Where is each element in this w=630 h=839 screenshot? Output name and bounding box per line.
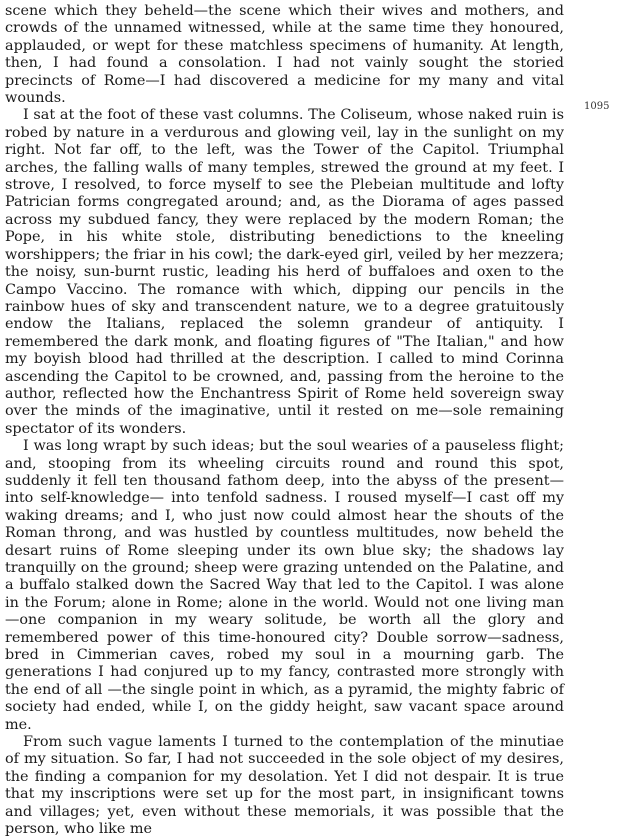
margin-line-number: 1095 — [584, 101, 610, 112]
paragraph: I was long wrapt by such ideas; but the soul wearies of a pauseless flight; and, stooping from its wheeling circuits round and round this spot, suddenly it fell ten thousand fathom deep, into the abyss of the present— into self-knowledge— into tenfold sadness. I roused myself—I cast off my waking dreams; and I, who just now could almost hear the shouts of the Roman throng, and was hustled by countless multitudes, now beheld the desart ruins of Rome sleeping under its own blue sky; the shadows lay tranquilly on the ground; sheep were grazing untended on the Palatine, and a buffalo stalked down the Sacred Way that led to the Capitol. I was alone in the Forum; alone in Rome; alone in the world. Would not one living man —one companion in my weary solitude, be worth all the glory and remembered power of this time-honoured city? Double sorrow—sadness, bred in Cimmerian caves, robed my soul in a mourning garb. The generations I had conjured up to my fancy, contrasted more strongly with the end of all —the single point in which, as a pyramid, the mighty fabric of society had ended, while I, on the giddy height, saw vacant space around me. — [5, 438, 564, 733]
paragraph: I sat at the foot of these vast columns. The Coliseum, whose naked ruin is robed by nature in a verdurous and glowing veil, lay in the sunlight on my right. Not far off, to the left, was the Tower of the Capitol. Triumphal arches, the falling walls of many temples, strewed the ground at my feet. I strove, I resolved, to force myself to see the Plebeian multitude and lofty Patrician forms congregated around; and, as the Diorama of ages passed across my subdued fancy, they were replaced by the modern Roman; the Pope, in his white stole, distributing benedictions to the kneeling worshippers; the friar in his cowl; the dark-eyed girl, veiled by her mezzera; the noisy, sun-burnt rustic, leading his herd of buffaloes and oxen to the Campo Vaccino. The romance with which, dipping our pencils in the rainbow hues of sky and transcendent nature, we to a degree gratuitously endow the Italians, replaced the solemn grandeur of antiquity. I remembered the dark monk, and floating figures of "The Italian," and how my boyish blood had thrilled at the description. I called to mind Corinna ascending the Capitol to be crowned, and, passing from the heroine to the author, reflected how the Enchantress Spirit of Rome held sovereign sway over the minds of the imaginative, until it rested on me—sole remaining spectator of its wonders. — [5, 107, 564, 437]
paragraph: From such vague laments I turned to the contemplation of the minutiae of my situation. So far, I had not succeeded in the sole object of my desires, the finding a companion for my desolation. Yet I did not despair. It is true that my inscriptions were set up for the most part, in insignificant towns and villages; yet, even without these memorials, it was possible that the person, who like me — [5, 734, 564, 838]
text-column — [5, 3, 564, 839]
paragraph-continuation: scene which they beheld—the scene which their wives and mothers, and crowds of the unnamed witnessed, while at the same time they honoured, applauded, or wept for these matchless specimens of humanity. At length, then, I had found a consolation. I had not vainly sought the storied precincts of Rome—I had discovered a medicine for my many and vital wounds. — [5, 3, 564, 107]
